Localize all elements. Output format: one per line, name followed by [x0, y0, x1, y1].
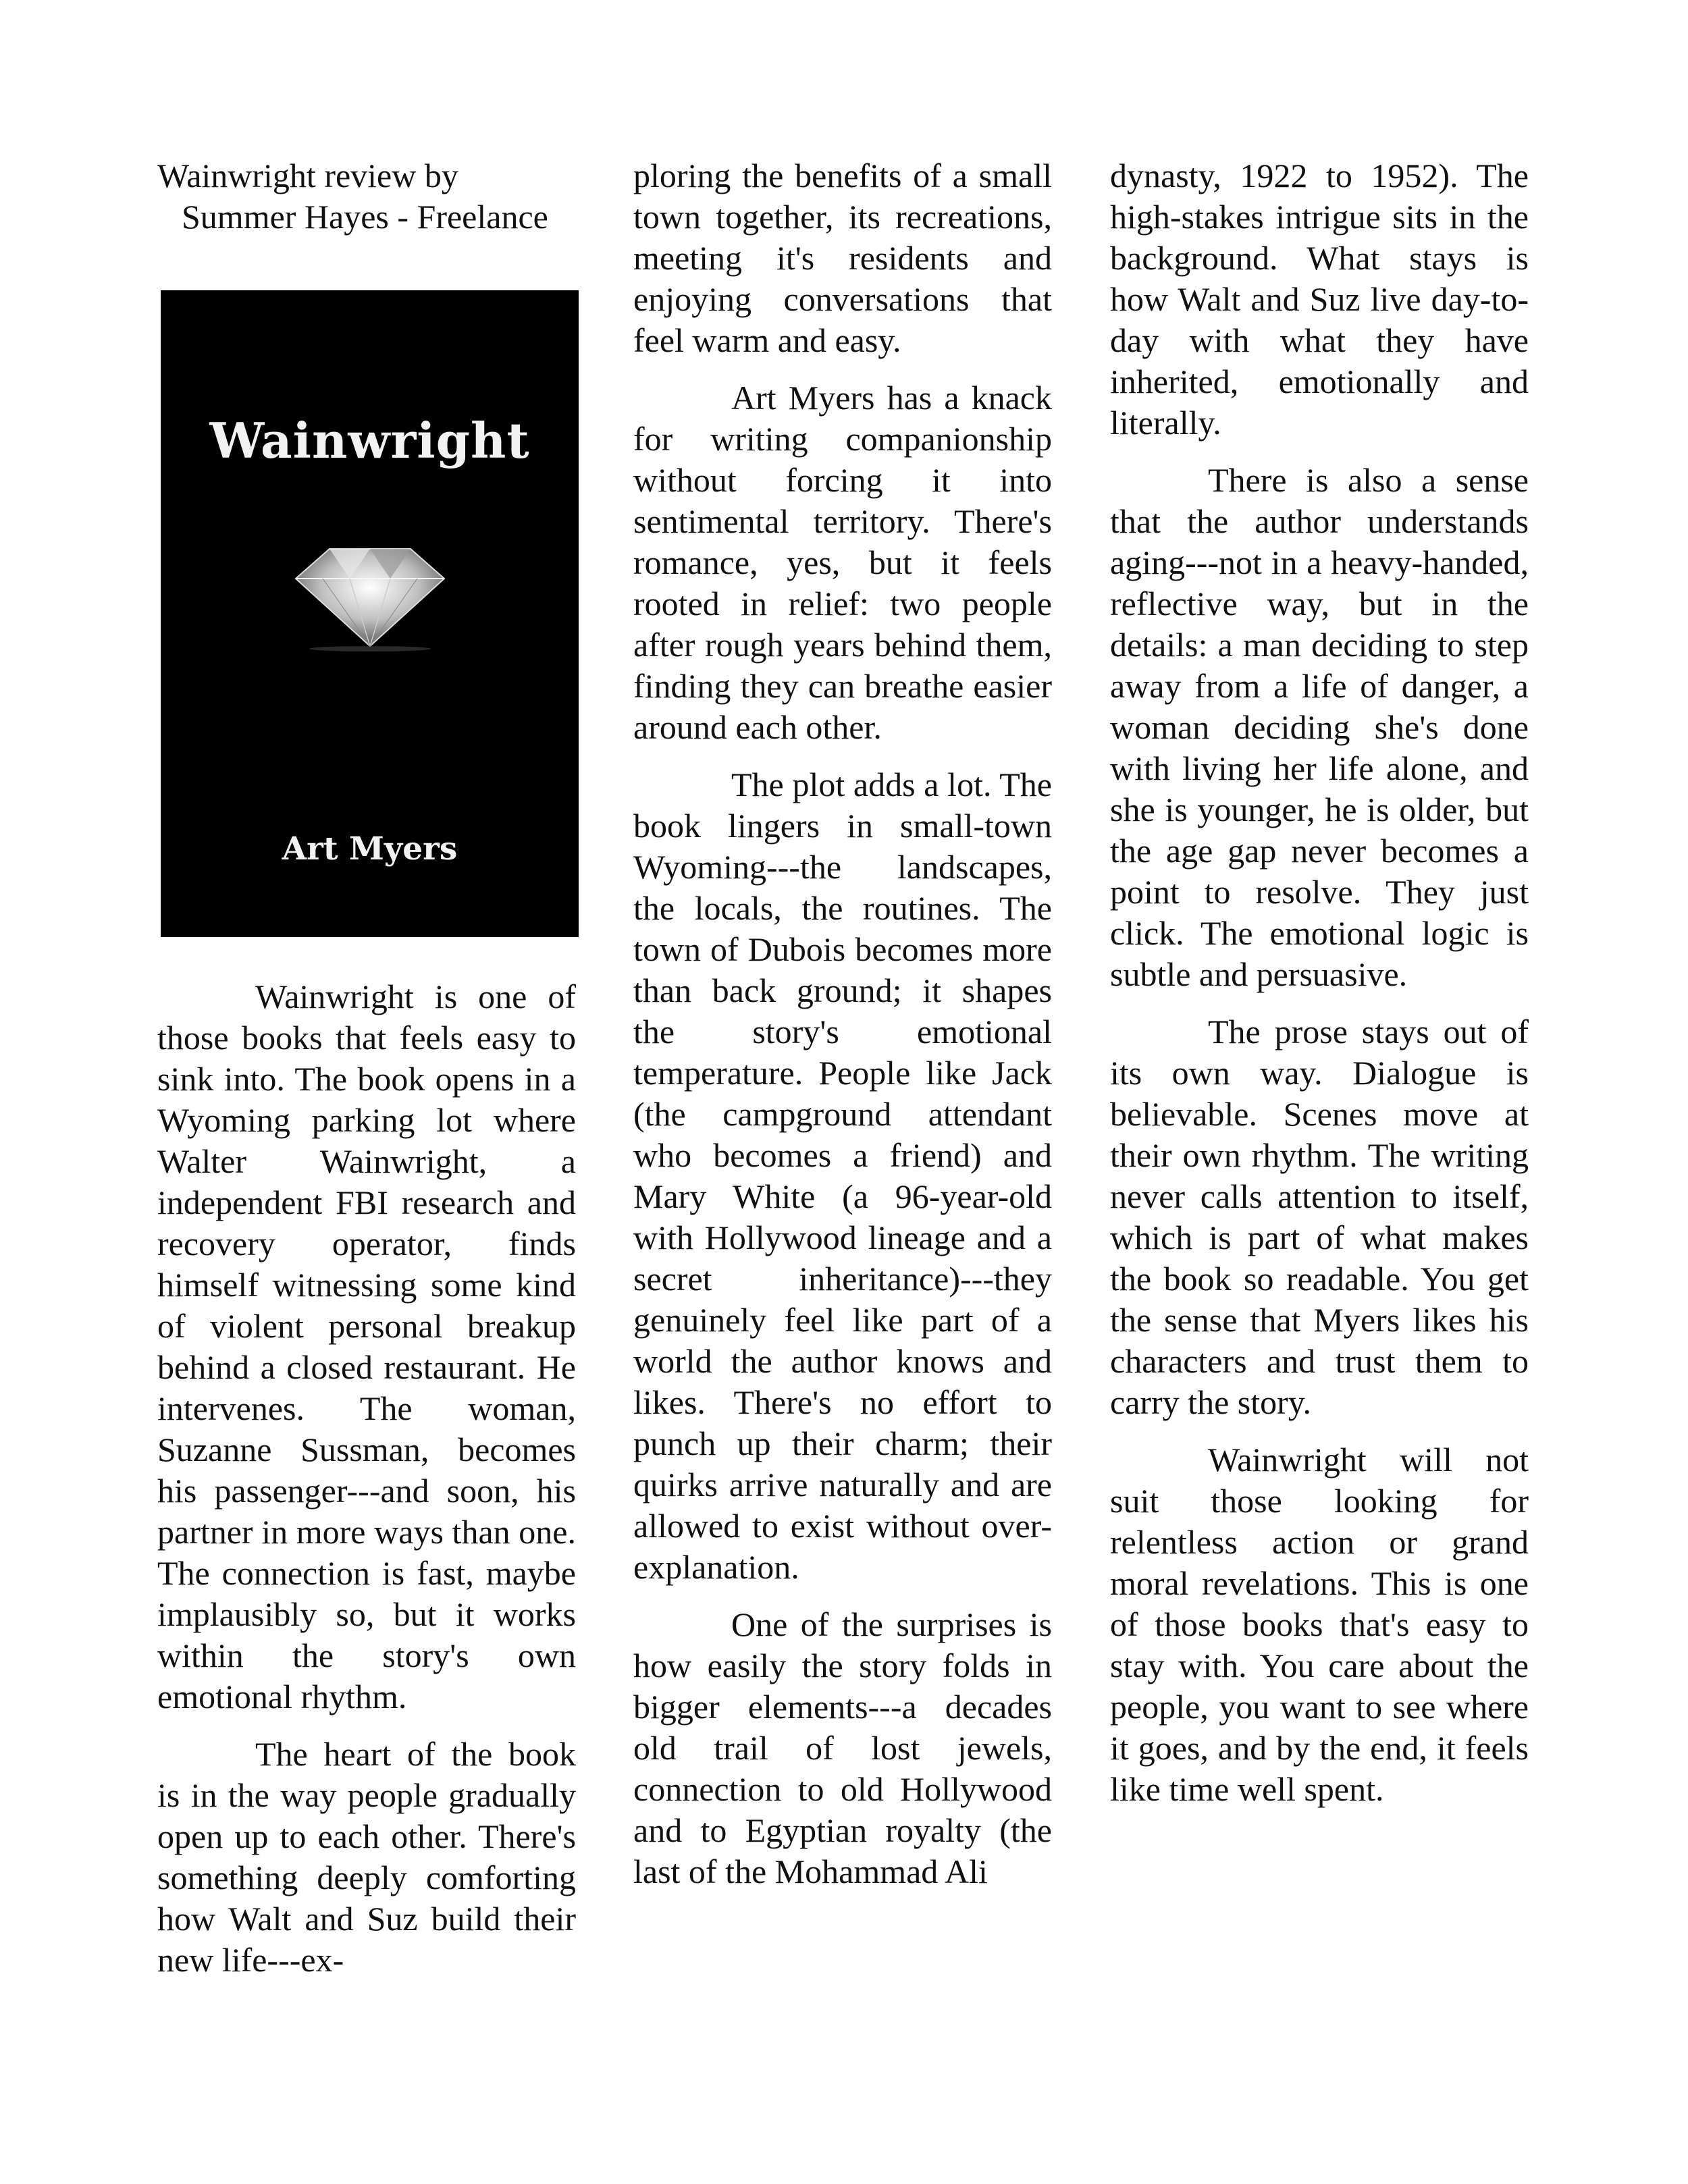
cover-title: Wainwright — [209, 412, 530, 469]
column-3 — [1110, 155, 1529, 1826]
cover-author: Art Myers — [282, 830, 458, 868]
paragraph: Wainwright is one of those books that feels easy to sink into. The book opens in a Wyoming parking lot where Walter Wainwright, a independent FBI research and recovery operator, finds himself witnessing some kind of violent personal breakup behind a closed restaurant. He intervenes. The woman, Suzanne Sussman, becomes his passenger---and soon, his partner in more ways than one. The connection is fast, maybe implausibly so, but it works within the story's own emotional rhythm. — [157, 978, 576, 1715]
paragraph: The plot adds a lot. The book lingers in small-town Wyoming---the landscapes, the locals, the routines. The town of Dubois becomes more than back ground; it shapes the story's emotional temperature. People like Jack (the campground attendant who becomes a friend) and Mary White (a 96-year-old with Hollywood lineage and a secret inheritance)---they genuinely feel like part of a world the author knows and likes. There's no effort to punch up their charm; their quirks arrive naturally and are allowed to exist without over-explanation. — [633, 766, 1052, 1586]
book-cover — [161, 290, 579, 937]
paragraph: One of the surprises is how easily the story folds in bigger elements---a decades old trail of lost jewels, connection to old Hollywood and to Egyptian royalty (the last of the Mohammad Ali — [633, 1605, 1052, 1890]
paragraph: ploring the benefits of a small town together, its recreations, meeting it's residents and enjoying conversations that feel warm and easy. — [633, 157, 1052, 359]
byline-author: Summer Hayes - Freelance — [182, 198, 548, 236]
paragraph: dynasty, 1922 to 1952). The high-stakes intrigue sits in the background. What stays is how Walt and Suz live day-to-day with what they have inherited, emotionally and literally. — [1110, 157, 1529, 442]
column-1 — [157, 155, 576, 1997]
paragraph: The prose stays out of its own way. Dialogue is believable. Scenes move at their own rhythm. The writing never calls attention to itself, which is part of what makes the book so readable. You get the sense that Myers likes his characters and trust them to carry the story. — [1110, 1013, 1529, 1421]
column-2 — [633, 155, 1052, 1909]
review-byline — [157, 155, 576, 238]
paragraph: Art Myers has a knack for writing companionship without forcing it into sentimental territory. There's romance, yes, but it feels rooted in relief: two people after rough years behind them, finding they can breathe easier around each other. — [633, 379, 1052, 746]
paragraph: The heart of the book is in the way people gradually open up to each other. There's something deeply comforting how Walt and Suz build their new life---ex- — [157, 1735, 576, 1979]
paragraph: Wainwright will not suit those looking for relentless action or grand moral revelations. This is one of those books that's easy to stay with. You care about the people, you want to see where it goes, and by the end, it feels like time well spent. — [1110, 1441, 1529, 1808]
byline-title: Wainwright review by — [157, 157, 458, 194]
diamond-icon — [282, 537, 458, 651]
paragraph: There is also a sense that the author understands aging---not in a heavy-handed, reflective way, but in the details: a man deciding to step away from a life of danger, a woman deciding she's done with living her life alone, and she is younger, he is older, but the age gap never becomes a point to resolve. They just click. The emotional logic is subtle and persuasive. — [1110, 461, 1529, 993]
